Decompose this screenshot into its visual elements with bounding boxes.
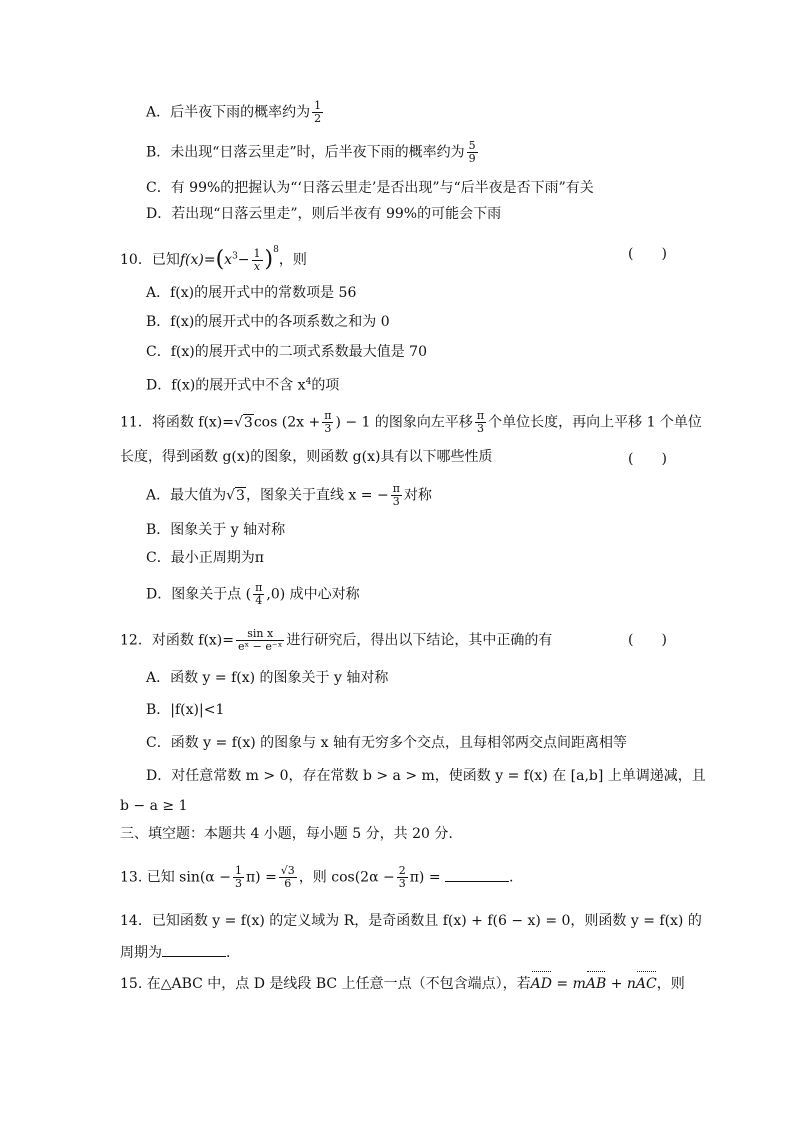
q12-option-c: C．函数 y = f(x) 的图象与 x 轴有无穷多个交点，且每相邻两交点间距离相等 (146, 735, 627, 751)
q12-option-d-line2: b − a ≥ 1 (120, 798, 188, 814)
section-heading: 三、填空题：本题共 4 小题，每小题 5 分，共 20 分. (120, 826, 453, 842)
question-11: 11．将函数 f(x)=√3cos (2x + $\frac{\pi}{3}$ ) − 1 的图象向左平移 $\frac{\pi}{3}$ 个单位长度，再向上平移 1 个单位 (120, 409, 702, 435)
q10-option-b: B．f(x)的展开式中的各项系数之和为 0 (146, 314, 390, 330)
question-14: 14．已知函数 y = f(x) 的定义域为 R，是奇函数且 f(x) + f(6 − x) = 0，则函数 y = f(x) 的 (120, 913, 702, 929)
fraction: $\frac{1}{2}$ (314, 99, 322, 125)
answer-blank-13[interactable] (445, 867, 509, 882)
question-14-line2: 周期为 . (120, 942, 230, 963)
fraction: $\frac{5}{9}$ (468, 139, 476, 165)
option-a: A．后半夜下雨的概率约为 $\frac{1}{2}$ (146, 99, 322, 125)
option-d: D．若出现“日落云里走”，则后半夜有 99%的可能会下雨 (146, 206, 502, 222)
question-12: 12．对函数 f(x)= $\frac{\text{sin x}}{\text{eˣ − e⁻ˣ}}$ 进行研究后，得出以下结论，其中正确的有 (120, 627, 553, 653)
answer-blank-14[interactable] (162, 942, 226, 957)
question-13: 13. 已知 sin(α − $\frac{1}{3}$ π) = $\frac{√3}{6}$ ，则 cos(2α − $\frac{2}{3}$ π) = . (120, 864, 514, 890)
answer-paren-11: ( ) (628, 451, 667, 467)
question-15: 15. 在△ABC 中，点 D 是线段 BC 上任意一点（不包含端点），若AD = mAB + nAC，则 (120, 976, 685, 992)
question-11-line2: 长度，得到函数 g(x)的图象，则函数 g(x)具有以下哪些性质 (120, 449, 493, 465)
q12-option-d: D．对任意常数 m > 0，存在常数 b > a > m，使函数 y = f(x) 在 [a,b] 上单调递减，且 (146, 768, 706, 784)
q12-option-a: A．函数 y = f(x) 的图象关于 y 轴对称 (146, 670, 389, 686)
q10-option-a: A．f(x)的展开式中的常数项是 56 (146, 285, 357, 301)
answer-paren-10: ( ) (628, 246, 667, 262)
q11-option-c: C．最小正周期为π (146, 550, 264, 566)
q11-option-b: B．图象关于 y 轴对称 (146, 522, 286, 538)
q10-option-d: D．f(x)的展开式中不含 $x^4$的项 (146, 377, 340, 394)
q10-option-c: C．f(x)的展开式中的二项式系数最大值是 70 (146, 344, 427, 360)
question-10: 10．已知$f(x)=(x^3-$ $\frac{1}{x}$ )$^8$，则 (120, 245, 307, 273)
answer-paren-12: ( ) (628, 632, 667, 648)
q11-option-a: A．最大值为√3，图象关于直线 x = − $\frac{\pi}{3}$ 对称 (146, 482, 432, 508)
option-c: C．有 99%的把握认为“‘日落云里走’是否出现”与“后半夜是否下雨”有关 (146, 180, 594, 196)
option-b: B．未出现“日落云里走”时，后半夜下雨的概率约为 $\frac{5}{9}$ (146, 139, 476, 165)
q11-option-d: D．图象关于点 ( $\frac{\pi}{4}$ ,0) 成中心对称 (146, 581, 360, 607)
q12-option-b: B．|f(x)|<1 (146, 702, 225, 718)
